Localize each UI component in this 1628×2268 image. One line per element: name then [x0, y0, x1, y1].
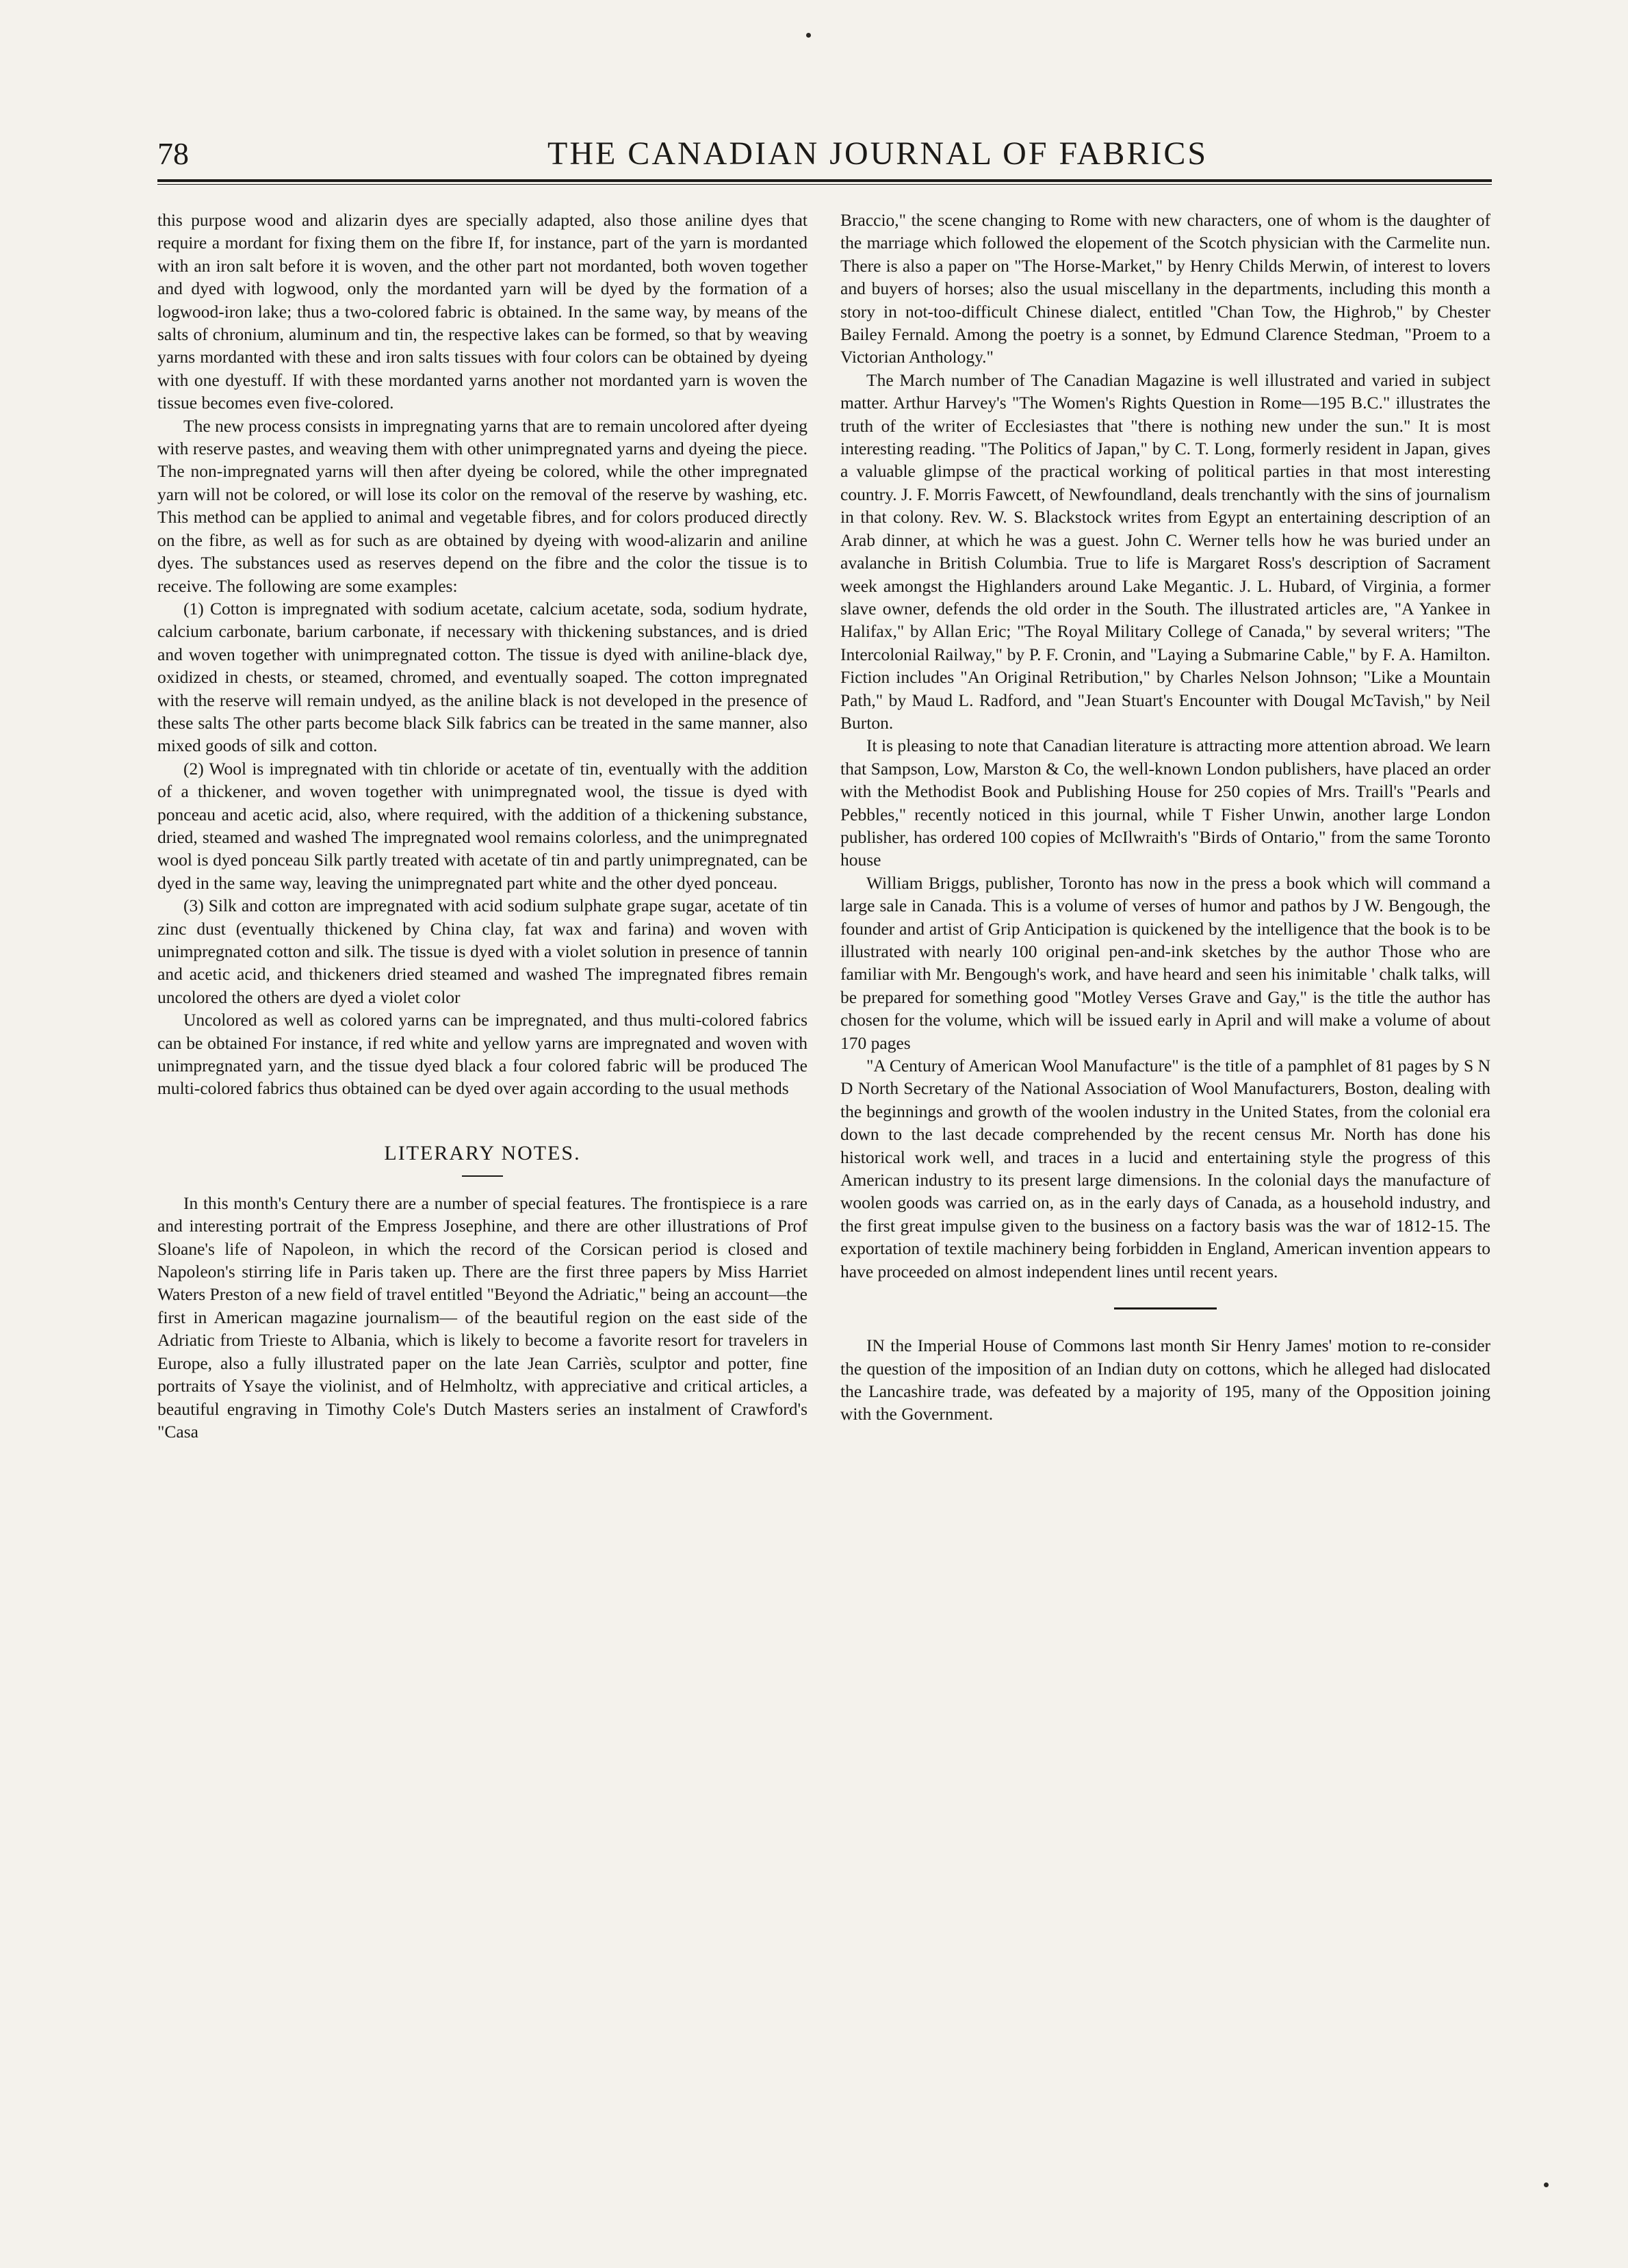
section-heading: LITERARY NOTES.: [384, 1141, 581, 1164]
paragraph: The new process consists in impregnating yarns that are to remain uncolored after dyeing with reserve pastes, and weaving them with other unimpregnated yarns and dyeing the piece. The non-impregnated yarns will then after dyeing be colored, while the other impregnated yarn will not be colored, or will lose its color on the removal of the reserve by washing, etc. This method can be applied to animal and vegetable fibres, and for colors produced directly on the fibre, as well as for such as are obtained by dyeing with wood-alizarin and aniline dyes. The substances used as reserves depend on the fibre and the color the tissue is to receive. The following are some examples:: [157, 415, 807, 596]
paragraph: It is pleasing to note that Canadian literature is attracting more attention abroad. We learn that Sampson, Low, Marston & Co, the well-known London publishers, have placed an order with the Methodist Book and Publishing House for 250 copies of Mrs. Traill's "Pearls and Pebbles," recently noticed in this journal, while T Fisher Unwin, another large London publisher, has ordered 100 copies of McIlwraith's "Birds of Ontario," from the same Toronto house: [840, 735, 1490, 870]
paragraph: IN the Imperial House of Commons last month Sir Henry James' motion to re-consider the question of the imposition of an Indian duty on cottons, which he alleged had dislocated the Lancashire trade, was defeated by a majority of 195, many of the Opposition joining with the Government.: [840, 1335, 1490, 1424]
paragraph: The March number of The Canadian Magazine is well illustrated and varied in subject matter. Arthur Harvey's "The Women's Rights Question in Rome—195 B.C." illustrates the truth of the writer of Ecclesiastes that "there is nothing new under the sun." It is most interesting reading. "The Politics of Japan," by C. T. Long, formerly resident in Japan, gives a valuable glimpse of the practical working of political parties in that most interesting country. J. F. Morris Fawcett, of Newfoundland, deals trenchantly with the sins of journalism in that colony. Rev. W. S. Blackstock writes from Egypt an entertaining description of an Arab dinner, at which he was a guest. John C. Werner tells how he was buried under an avalanche in British Columbia. True to life is Margaret Ross's description of Sacrament week amongst the Highlanders around Lake Megantic. J. L. Hubard, of Virginia, a former slave owner, defends the old order in the South. The illustrated articles are, "A Yankee in Halifax," by Allan Eric; "The Royal Military College of Canada," by several writers; "The Intercolonial Railway," by P. F. Cronin, and "Laying a Submarine Cable," by F. A. Hamilton. Fiction includes "An Original Retribution," by Charles Nelson Johnson; "Like a Mountain Path," by Maud L. Radford, and "Jean Stuart's Encounter with Dougal McTavish," by Neil Burton.: [840, 369, 1490, 733]
right-column: [840, 209, 1490, 1426]
left-column: [157, 209, 807, 1443]
paragraph: "A Century of American Wool Manufacture" is the title of a pamphlet of 81 pages by S N D North Secretary of the National Association of Wool Manufacturers, Boston, dealing with the beginnings and growth of the woolen industry in the United States, from the colonial era down to the last decade comprehended by the recent census Mr. North has done his historical work well, and traces in a lucid and entertaining style the progress of this American industry to its present large dimensions. In the colonial days the manufacture of woolen goods was carried on, as in the early days of Canada, as a household industry, and the first great impulse given to the business on a factory basis was the war of 1812-15. The exportation of textile machinery being forbidden in England, American invention appears to have proceeded on almost independent lines until recent years.: [840, 1056, 1490, 1281]
section-rule: [1114, 1307, 1217, 1309]
speck-mark: [806, 33, 811, 38]
header-rule: [157, 179, 1492, 185]
paragraph: (1) Cotton is impregnated with sodium acetate, calcium acetate, soda, sodium hydrate, calcium carbonate, barium carbonate, if necessary with thickening substances, and is dried and woven together with unimpregnated cotton. The tissue is dyed with aniline-black dye, oxidized in chests, or steamed, chromed, and eventually soaped. The cotton impregnated with the reserve will remain undyed, as the aniline black is not developed in the presence of these salts The other parts become black Silk fabrics can be treated in the same manner, also mixed goods of silk and cotton.: [157, 598, 807, 756]
page-number: 78: [157, 136, 189, 171]
paragraph: In this month's Century there are a number of special features. The frontispiece is a rare and interesting portrait of the Empress Josephine, and there are other illustrations of Prof Sloane's life of Napoleon, in which the record of the Corsican period is closed and Napoleon's stirring life in Paris taken up. There are the first three papers by Miss Harriet Waters Preston of a new field of travel entitled "Beyond the Adriatic," being an account—the first in American magazine journalism— of the beautiful region on the east side of the Adriatic from Trieste to Albania, which is likely to become a favorite resort for travelers in Europe, also a fully illustrated paper on the late Jean Carriès, sculptor and potter, fine portraits of Ysaye the violinist, and of Helmholtz, with appreciative and critical articles, a beautiful engraving in Timothy Cole's Dutch Masters series an instalment of Crawford's "Casa: [157, 1192, 807, 1442]
paragraph: (3) Silk and cotton are impregnated with acid sodium sulphate grape sugar, acetate of tin zinc dust (eventually thickened by China clay, fat wax and farina) and woven with unimpregnated cotton and silk. The tissue is dyed with a violet solution in presence of tannin and acetic acid, and thickeners dried steamed and washed The impregnated fibres remain uncolored the others are dyed a violet color: [157, 896, 807, 1007]
page-header: [157, 133, 1492, 174]
paragraph: Braccio," the scene changing to Rome with new characters, one of whom is the daughter of the marriage which followed the elopement of the Scotch physician with the Carmelite nun. There is also a paper on "The Horse-Market," by Henry Childs Merwin, of interest to lovers and buyers of horses; also the usual miscellany in the departments, including this month a story in not-too-difficult Chinese dialect, entitled "Chan Tow, the Highrob," by Chester Bailey Fernald. Among the poetry is a sonnet, by Edmund Clarence Stedman, "Proem to a Victorian Anthology.": [840, 210, 1490, 367]
paragraph: William Briggs, publisher, Toronto has now in the press a book which will command a large sale in Canada. This is a volume of verses of humor and pathos by J W. Bengough, the founder and artist of Grip Anticipation is quickened by the intelligence that the book is to be illustrated with nearly 100 original pen-and-ink sketches by the author Those who are familiar with Mr. Bengough's work, and have heard and seen his inimitable ' chalk talks, will be prepared for something good "Motley Verses Grave and Gay," is the title the author has chosen for the volume, which will be issued early in April and will make a volume of about 170 pages: [840, 872, 1490, 1053]
paragraph: Uncolored as well as colored yarns can be impregnated, and thus multi-colored fabrics can be obtained For instance, if red white and yellow yarns are impregnated and woven with unimpregnated yarn, and the tissue dyed black a four colored fabric will be produced The multi-colored fabrics thus obtained can be dyed over again according to the usual methods: [157, 1010, 807, 1099]
paragraph: (2) Wool is impregnated with tin chloride or acetate of tin, eventually with the addition of a thickener, and woven together with unimpregnated wool, the tissue is dyed with ponceau and acetic acid, also, where required, with the addition of a thickening substance, dried, steamed and washed The impregnated wool remains colorless, and the unimpregnated wool is dyed ponceau Silk partly treated with acetate of tin and partly unimpregnated, can be dyed in the same way, leaving the unimpregnated part white and the other dyed ponceau.: [157, 758, 807, 893]
paragraph: this purpose wood and alizarin dyes are specially adapted, also those aniline dyes that require a mordant for fixing them on the fibre If, for instance, part of the yarn is mordanted with an iron salt before it is woven, and the other part not mordanted, both woven together and dyed with logwood, only the mordanted yarn will be dyed by the formation of a logwood-iron lake; thus a two-colored fabric is obtained. In the same way, by means of the salts of chronium, aluminum and tin, the respective lakes can be formed, so that by weaving yarns mordanted with these and iron salts tissues with four colors can be obtained by dyeing with one dyestuff. If with these mordanted yarns another not mordanted yarn is woven the tissue becomes even five-colored.: [157, 210, 807, 413]
speck-mark: [1544, 2182, 1549, 2187]
heading-rule: [462, 1175, 503, 1177]
running-title: THE CANADIAN JOURNAL OF FABRICS: [547, 135, 1209, 172]
